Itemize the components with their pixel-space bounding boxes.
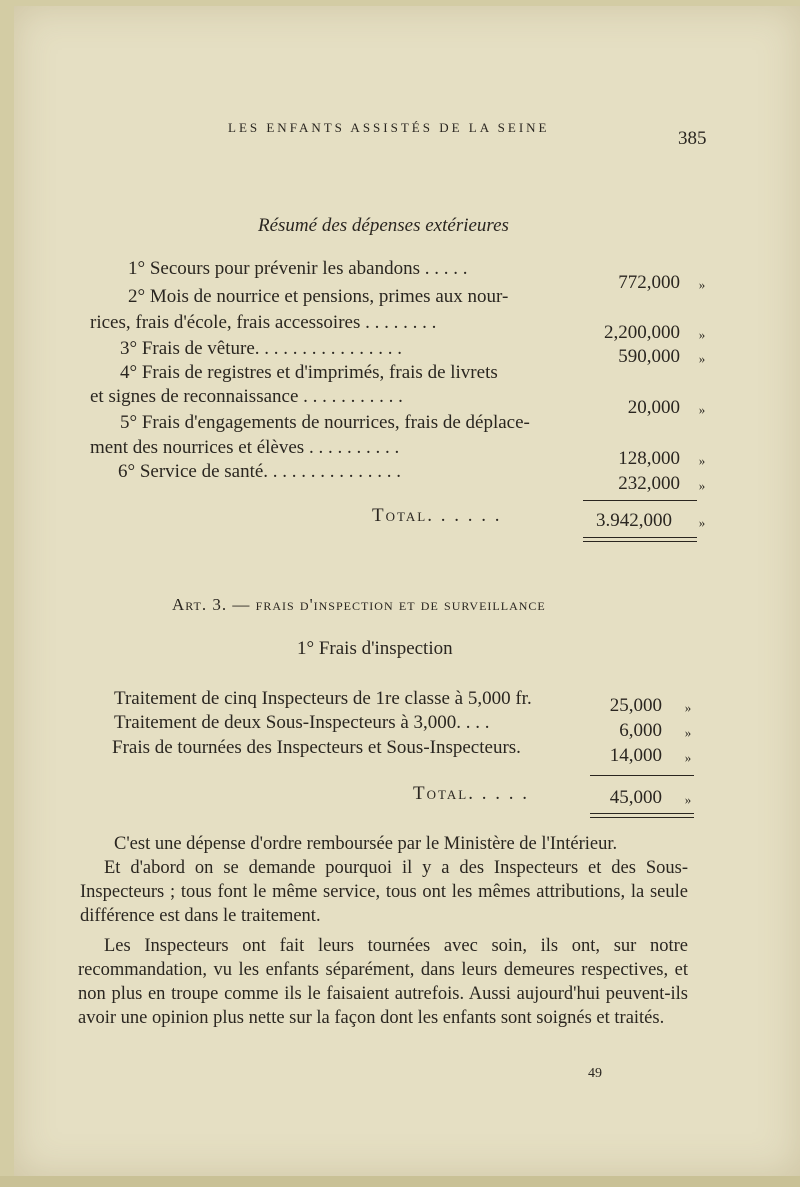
inspection-line: Traitement de cinq Inspecteurs de 1re classe à 5,000 fr.	[114, 688, 532, 709]
ditto-mark: »	[698, 402, 706, 417]
summary-line: ment des nourrices et élèves . . . . . . . . . .	[90, 437, 400, 458]
summary-amount: 590,000	[618, 346, 680, 367]
summary-amount: 2,200,000	[604, 322, 680, 343]
total-rule	[583, 500, 697, 501]
summary-amount: 772,000	[618, 272, 680, 293]
summary-line: 5° Frais d'engagements de nourrices, frais de déplace-	[120, 412, 530, 433]
inspection-amount: 25,000	[609, 695, 662, 716]
total-rule	[590, 775, 694, 776]
paragraph: Les Inspecteurs ont fait leurs tournées avec soin, ils ont, sur notre recommandation, vu les enfants séparément, dans leurs demeures respectives, et non plus en troupe comme ils le faisaient autrefois. Aussi aujourd'hui peuvent-ils avoir une opinion plus nette sur la façon dont les enfants sont soignés et traités.	[78, 936, 688, 1028]
summary-line: et signes de reconnaissance . . . . . . . . . . .	[90, 386, 403, 407]
inspection-amount: 14,000	[609, 745, 662, 766]
paragraph: C'est une dépense d'ordre remboursée par le Ministère de l'Intérieur.	[114, 834, 618, 854]
running-title: LES ENFANTS ASSISTÉS DE LA SEINE	[228, 120, 550, 135]
inspection-line: Frais de tournées des Inspecteurs et Sous-Inspecteurs.	[112, 737, 521, 758]
article-subheading: 1° Frais d'inspection	[297, 638, 453, 659]
summary-amount: 232,000	[618, 473, 680, 494]
ditto-mark: »	[684, 725, 692, 740]
double-rule	[590, 813, 694, 818]
summary-line: rices, frais d'école, frais accessoires . . . . . . . .	[90, 312, 437, 333]
summary-amount: 20,000	[627, 397, 680, 418]
ditto-mark: »	[698, 453, 706, 468]
signature-mark: 49	[588, 1066, 602, 1081]
page-number: 385	[678, 128, 707, 149]
summary-title: Résumé des dépenses extérieures	[258, 215, 509, 236]
total-amount: 45,000	[609, 787, 662, 808]
summary-line: 4° Frais de registres et d'imprimés, frais de livrets	[120, 362, 498, 383]
inspection-amount: 6,000	[619, 720, 662, 741]
summary-line: 2° Mois de nourrice et pensions, primes aux nour-	[128, 286, 509, 307]
ditto-mark: »	[684, 792, 692, 807]
article-heading: Art. 3. — frais d'inspection et de surveillance	[172, 595, 546, 614]
inspection-line: Traitement de deux Sous-Inspecteurs à 3,000. . . .	[114, 712, 490, 733]
ditto-mark: »	[684, 750, 692, 765]
ditto-mark: »	[698, 327, 706, 342]
ditto-mark: »	[698, 351, 706, 366]
summary-line: 6° Service de santé. . . . . . . . . . . . . . .	[118, 461, 402, 482]
page-edge	[0, 1176, 800, 1187]
total-label: Total. . . . .	[413, 783, 529, 804]
summary-line: 3° Frais de vêture. . . . . . . . . . . . . . . .	[120, 338, 403, 359]
double-rule	[583, 537, 697, 542]
total-amount: 3.942,000	[596, 510, 672, 531]
ditto-mark: »	[684, 700, 692, 715]
ditto-mark: »	[698, 515, 706, 530]
ditto-mark: »	[698, 478, 706, 493]
paragraph: Et d'abord on se demande pourquoi il y a des Inspecteurs et des Sous-Inspecteurs ; tous font le même service, tous ont les mêmes attributions, la seule différence est dans le traitement.	[80, 858, 688, 926]
ditto-mark: »	[698, 277, 706, 292]
total-label: Total. . . . . .	[372, 505, 502, 526]
summary-amount: 128,000	[618, 448, 680, 469]
summary-line: 1° Secours pour prévenir les abandons . . . . .	[128, 258, 468, 279]
